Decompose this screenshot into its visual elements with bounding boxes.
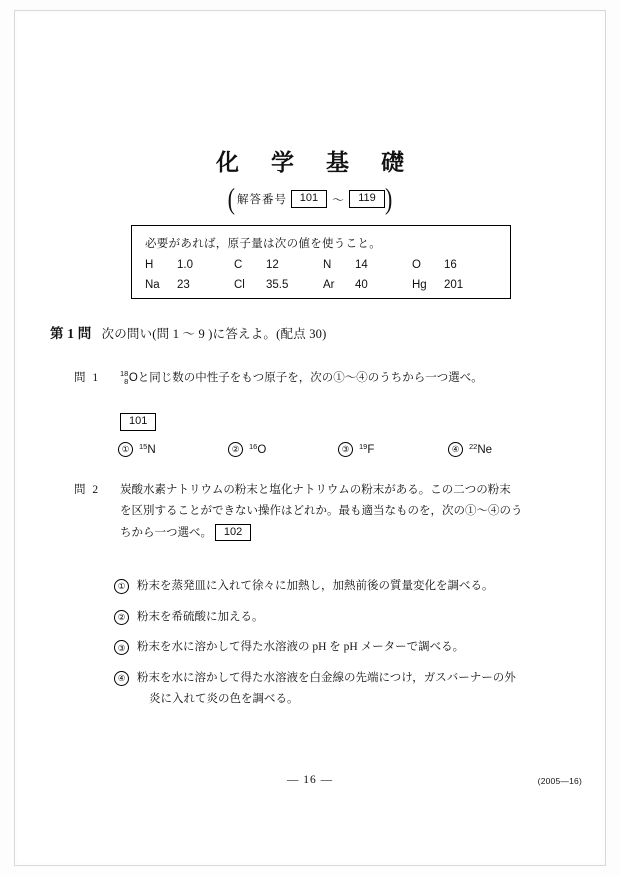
mass-number: 16 [249, 441, 258, 451]
question-1 [74, 368, 544, 389]
question-2-body [120, 480, 544, 544]
answer-range-tilde: ～ [331, 192, 344, 207]
atomic-weight-cell [323, 259, 412, 271]
page-number: ― 16 ― [286, 774, 334, 786]
atomic-weight-note: 必要があれば，原子量は次の値を使うこと。 [145, 238, 381, 250]
isotope-numbers [120, 370, 128, 386]
element-symbol: Ar [323, 279, 335, 291]
choice-item[interactable] [114, 637, 554, 658]
element-symbol: Hg [412, 279, 427, 291]
answer-range-to: 119 [349, 190, 385, 207]
mass-number: 18 [120, 369, 129, 379]
element-symbol: O [257, 444, 267, 457]
choice-item[interactable] [114, 607, 554, 628]
element-symbol: Na [145, 279, 160, 291]
choice-isotope [249, 443, 266, 456]
choice-item[interactable] [338, 442, 448, 457]
element-weight: 16 [444, 259, 457, 271]
element-symbol: Ne [477, 444, 493, 457]
atomic-weight-row-2 [145, 279, 501, 291]
question-1-body [120, 368, 544, 389]
atomic-number: 8 [124, 376, 129, 386]
choice-text: 粉末を水に溶かして得た水溶液の pH を pH メーターで調べる。 [137, 641, 465, 654]
section-number: 第 1 問 [50, 326, 92, 341]
mass-number: 22 [469, 441, 478, 451]
element-symbol: N [323, 259, 332, 271]
paren-left: ( [227, 181, 235, 216]
choice-item[interactable] [448, 442, 558, 457]
page-sheet [18, 14, 602, 862]
atomic-weight-cell [412, 279, 501, 291]
question-2-line-1: 炭酸水素ナトリウムの粉末と塩化ナトリウムの粉末がある。この二つの粉末 [120, 484, 511, 496]
element-weight: 1.0 [177, 259, 193, 271]
question-1-choices [118, 442, 558, 457]
atomic-weight-cell [234, 259, 323, 271]
choice-isotope [469, 443, 492, 456]
choice-item[interactable] [228, 442, 338, 457]
question-2-line-2: を区別することができない操作はどれか。最も適当なものを，次の①～④のう [120, 505, 523, 518]
choice-isotope [139, 443, 156, 456]
question-2-choices [114, 576, 554, 719]
atomic-weight-cell [412, 259, 501, 271]
mass-number: 15 [139, 441, 148, 451]
element-symbol: O [412, 259, 421, 271]
answer-range-label: 解答番号 [236, 194, 287, 206]
atomic-weight-row-1 [145, 259, 501, 271]
section-heading [50, 322, 326, 342]
element-symbol: H [145, 259, 154, 271]
document-id: (2005—16) [537, 776, 582, 786]
question-1-answer-row [120, 412, 156, 431]
element-weight: 23 [177, 279, 190, 291]
question-2-line-3: ちから一つ選べ。 [120, 526, 212, 539]
choice-text: 粉末を蒸発皿に入れて徐々に加熱し，加熱前後の質量変化を調べる。 [137, 580, 494, 592]
question-1-label: 問 1 [74, 372, 101, 384]
answer-number-line [18, 181, 602, 216]
question-2 [74, 480, 544, 544]
choice-number-icon: ② [228, 442, 243, 457]
atomic-weight-cell [234, 279, 323, 291]
answer-range-from: 101 [291, 190, 327, 207]
choice-item[interactable] [114, 576, 554, 597]
choice-number-icon: ④ [448, 442, 463, 457]
element-symbol: Cl [234, 279, 245, 291]
element-weight: 35.5 [266, 279, 289, 291]
element-weight: 40 [355, 279, 368, 291]
choice-text [137, 668, 554, 709]
choice-number-icon: ① [118, 442, 133, 457]
atomic-weight-box [131, 225, 511, 299]
choice-number-icon: ③ [114, 640, 129, 655]
choice-number-icon: ④ [114, 671, 129, 686]
answer-box-102[interactable]: 102 [215, 524, 251, 542]
question-1-text: と同じ数の中性子をもつ原子を，次の①～④のうちから一つ選べ。 [137, 372, 483, 384]
choice-text-line-2: 炎に入れて炎の色を調べる。 [149, 692, 299, 705]
element-weight: 12 [266, 259, 279, 271]
choice-number-icon: ③ [338, 442, 353, 457]
element-symbol: O [128, 372, 138, 384]
atomic-weight-cell [145, 259, 234, 271]
element-weight: 201 [444, 279, 464, 291]
atomic-weight-cell [145, 279, 234, 291]
atomic-weight-cell [323, 279, 412, 291]
element-symbol: N [147, 444, 156, 457]
paren-right: ) [385, 181, 393, 216]
choice-item[interactable] [118, 442, 228, 457]
choice-number-icon: ② [114, 610, 129, 625]
element-symbol: C [234, 259, 243, 271]
choice-number-icon: ① [114, 579, 129, 594]
choice-text: 粉末を希硫酸に加える。 [137, 610, 264, 623]
answer-box-101[interactable]: 101 [120, 413, 156, 431]
isotope-notation [120, 368, 138, 389]
choice-item[interactable] [114, 668, 554, 709]
question-2-label: 問 2 [74, 484, 101, 496]
page-title: 化 学 基 礎 [215, 149, 417, 176]
choice-isotope [359, 443, 374, 456]
choice-text-line-1: 粉末を水に溶かして得た水溶液を白金線の先端につけ，ガスバーナーの外 [137, 672, 516, 685]
element-symbol: F [367, 444, 375, 457]
element-weight: 14 [355, 259, 368, 271]
mass-number: 19 [359, 441, 368, 451]
section-text: 次の問い(問 1 ～ 9 )に答えよ。(配点 30) [101, 327, 327, 341]
